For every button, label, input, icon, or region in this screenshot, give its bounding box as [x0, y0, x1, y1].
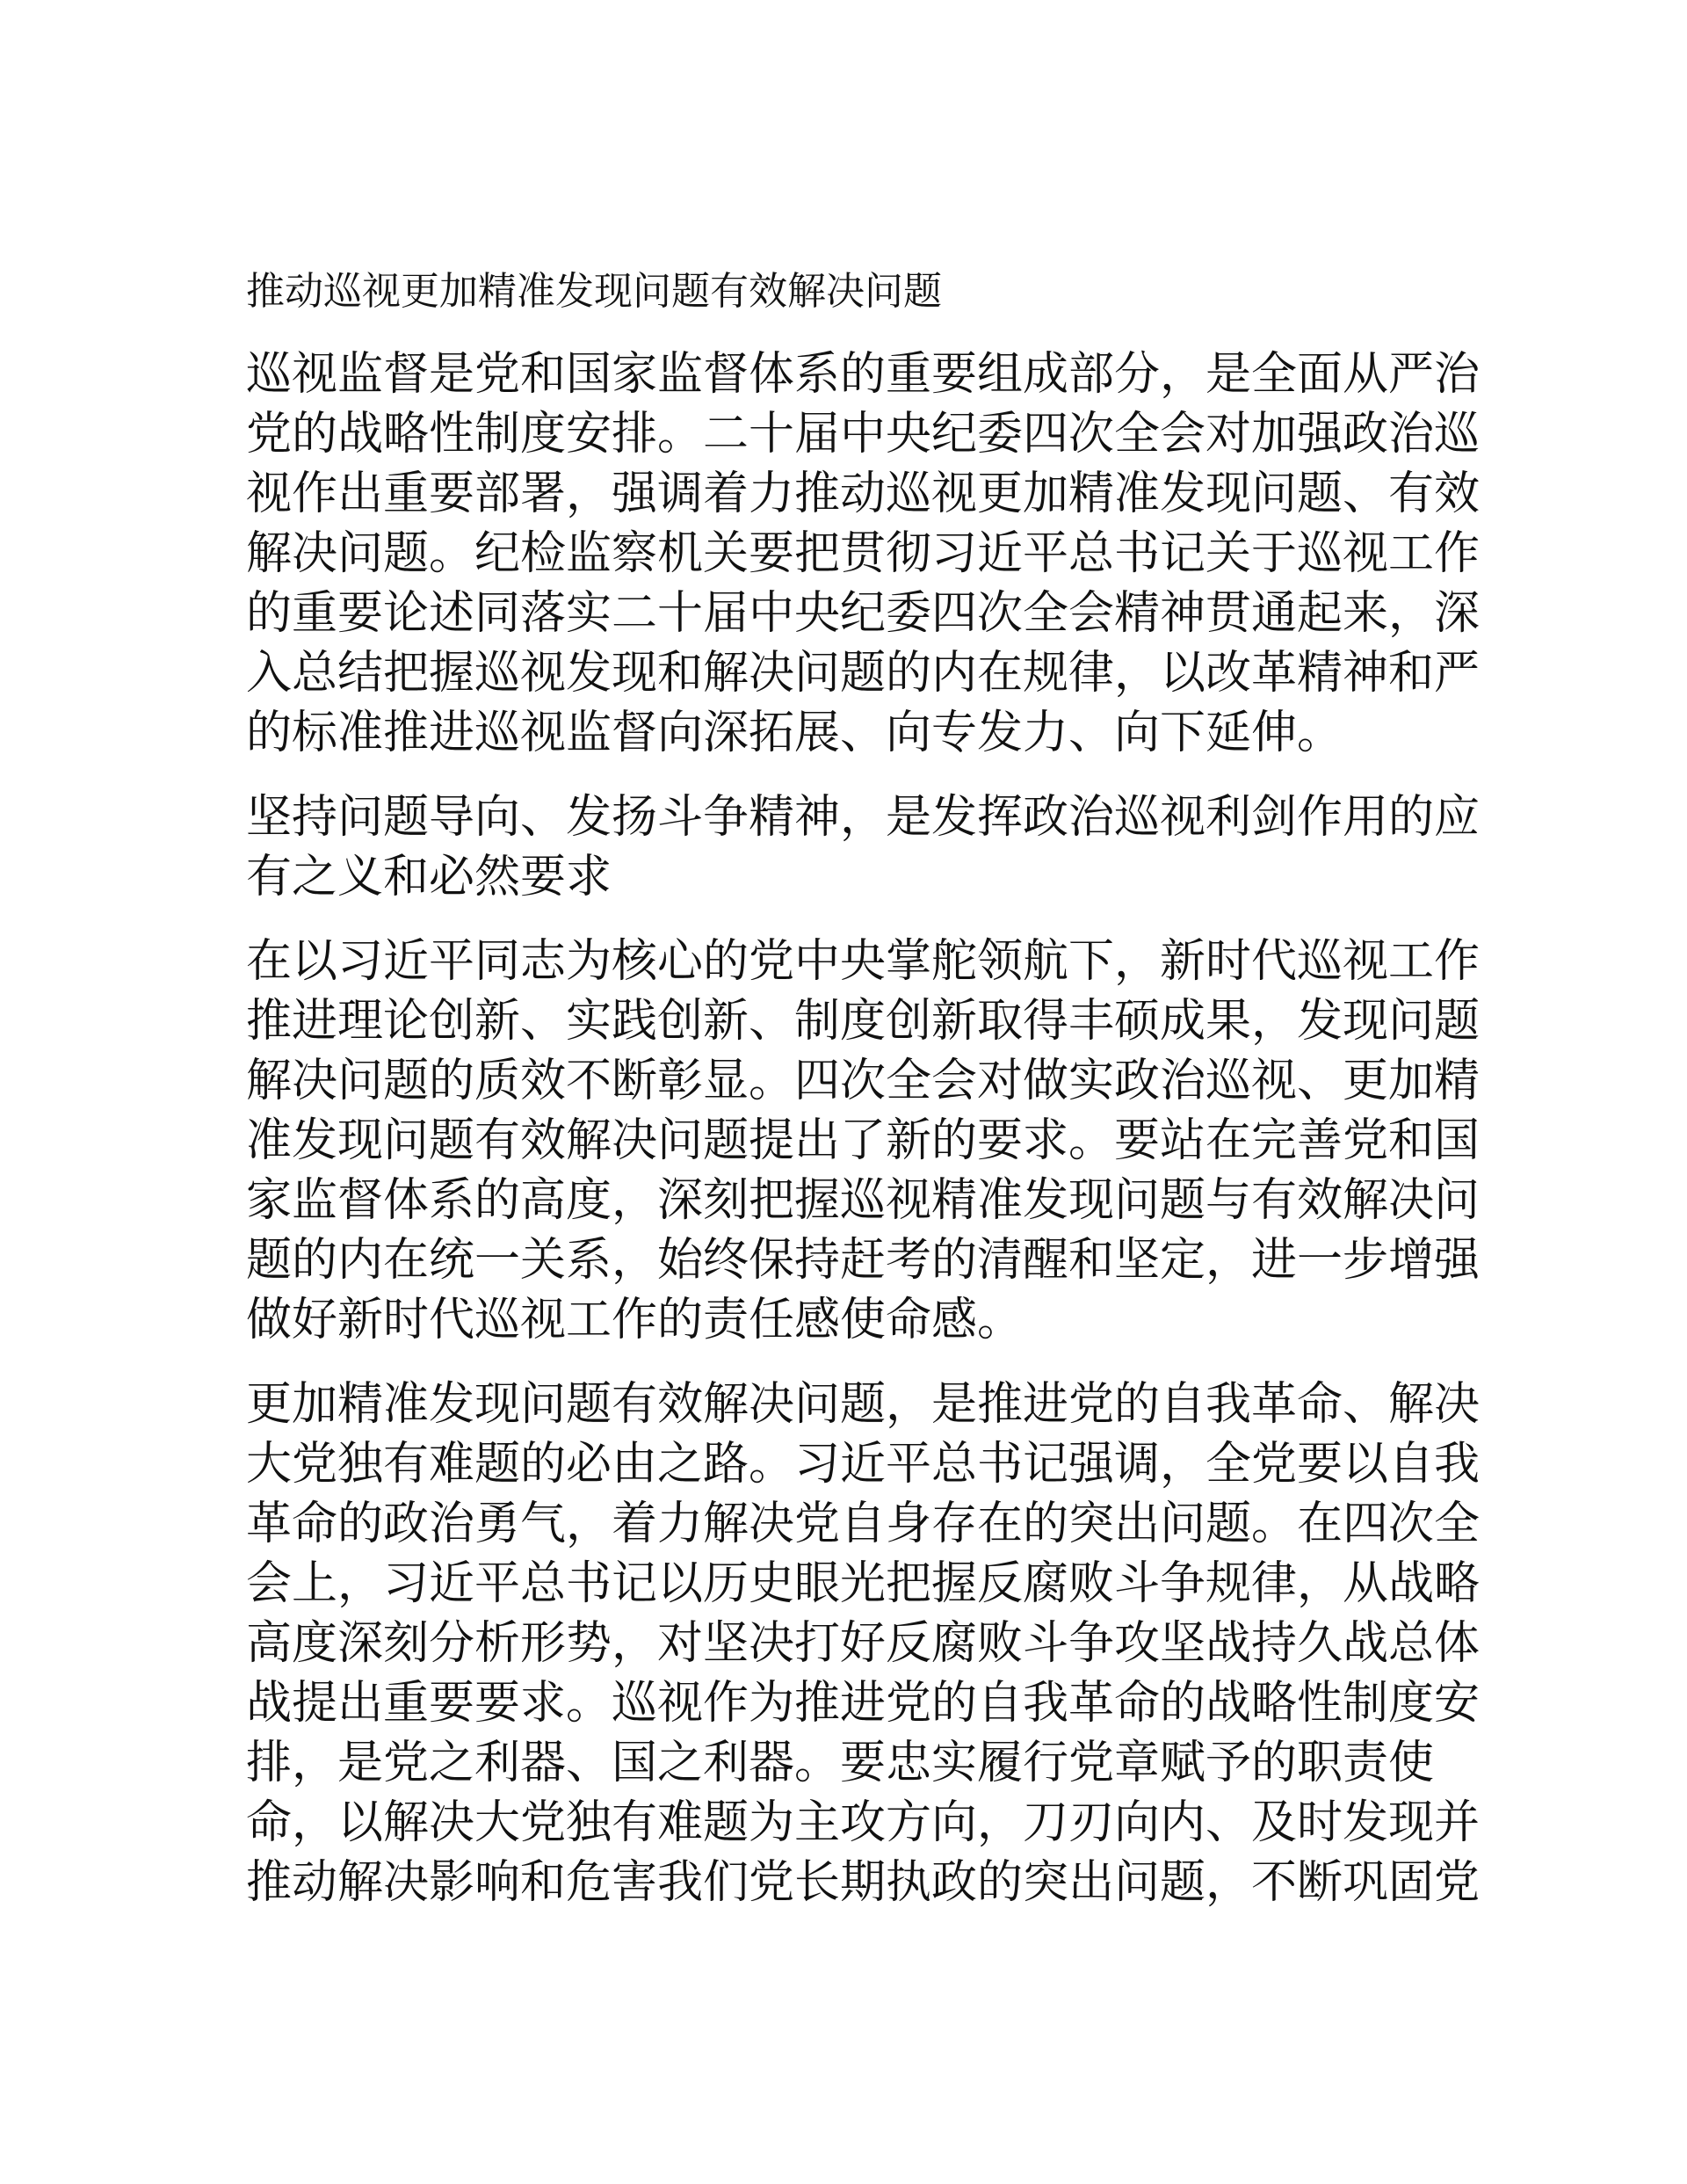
paragraph-4: [246, 1375, 1481, 1912]
text-line: 视作出重要部署，强调着力推动巡视更加精准发现问题、有效: [246, 468, 1481, 520]
text-line: 命，以解决大党独有难题为主攻方向，刀刃向内、及时发现并: [246, 1796, 1481, 1849]
text-line: 解决问题。纪检监察机关要把贯彻习近平总书记关于巡视工作: [246, 527, 1481, 580]
article-title: 推动巡视更加精准发现问题有效解决问题: [246, 269, 942, 314]
text-line: 解决问题的质效不断彰显。四次全会对做实政治巡视、更加精: [246, 1055, 1481, 1107]
paragraph-3: [246, 932, 1481, 1350]
section-heading-paragraph: [246, 787, 1481, 907]
text-line: 题的内在统一关系，始终保持赶考的清醒和坚定，进一步增强: [246, 1234, 1481, 1287]
text-line: 巡视监督是党和国家监督体系的重要组成部分，是全面从严治: [246, 348, 1481, 401]
article-body: [246, 264, 1481, 1937]
text-line: 大党独有难题的必由之路。习近平总书记强调，全党要以自我: [246, 1438, 1481, 1491]
text-line: 入总结把握巡视发现和解决问题的内在规律，以改革精神和严: [246, 647, 1481, 700]
text-line: 会上，习近平总书记以历史眼光把握反腐败斗争规律，从战略: [246, 1557, 1481, 1610]
text-line: 坚持问题导向、发扬斗争精神，是发挥政治巡视利剑作用的应: [246, 791, 1481, 844]
text-line: 党的战略性制度安排。二十届中央纪委四次全会对加强政治巡: [246, 408, 1481, 461]
text-line: 排，是党之利器、国之利器。要忠实履行党章赋予的职责使: [246, 1737, 1435, 1789]
text-line: 高度深刻分析形势，对坚决打好反腐败斗争攻坚战持久战总体: [246, 1617, 1481, 1670]
text-line: 准发现问题有效解决问题提出了新的要求。要站在完善党和国: [246, 1114, 1481, 1167]
text-line: 更加精准发现问题有效解决问题，是推进党的自我革命、解决: [246, 1378, 1481, 1431]
text-line: 战提出重要要求。巡视作为推进党的自我革命的战略性制度安: [246, 1677, 1481, 1730]
text-line: 的重要论述同落实二十届中央纪委四次全会精神贯通起来，深: [246, 587, 1481, 640]
text-line: 在以习近平同志为核心的党中央掌舵领航下，新时代巡视工作: [246, 935, 1481, 988]
text-line: 革命的政治勇气，着力解决党自身存在的突出问题。在四次全: [246, 1498, 1481, 1550]
text-line: 的标准推进巡视监督向深拓展、向专发力、向下延伸。: [246, 707, 1343, 759]
text-line: 推动解决影响和危害我们党长期执政的突出问题，不断巩固党: [246, 1856, 1481, 1909]
paragraph-1: [246, 345, 1481, 763]
text-line: 有之义和必然要求: [246, 851, 612, 903]
text-line: 家监督体系的高度，深刻把握巡视精准发现问题与有效解决问: [246, 1174, 1481, 1227]
text-line: 推进理论创新、实践创新、制度创新取得丰硕成果，发现问题: [246, 995, 1481, 1048]
text-line: 做好新时代巡视工作的责任感使命感。: [246, 1294, 1024, 1346]
